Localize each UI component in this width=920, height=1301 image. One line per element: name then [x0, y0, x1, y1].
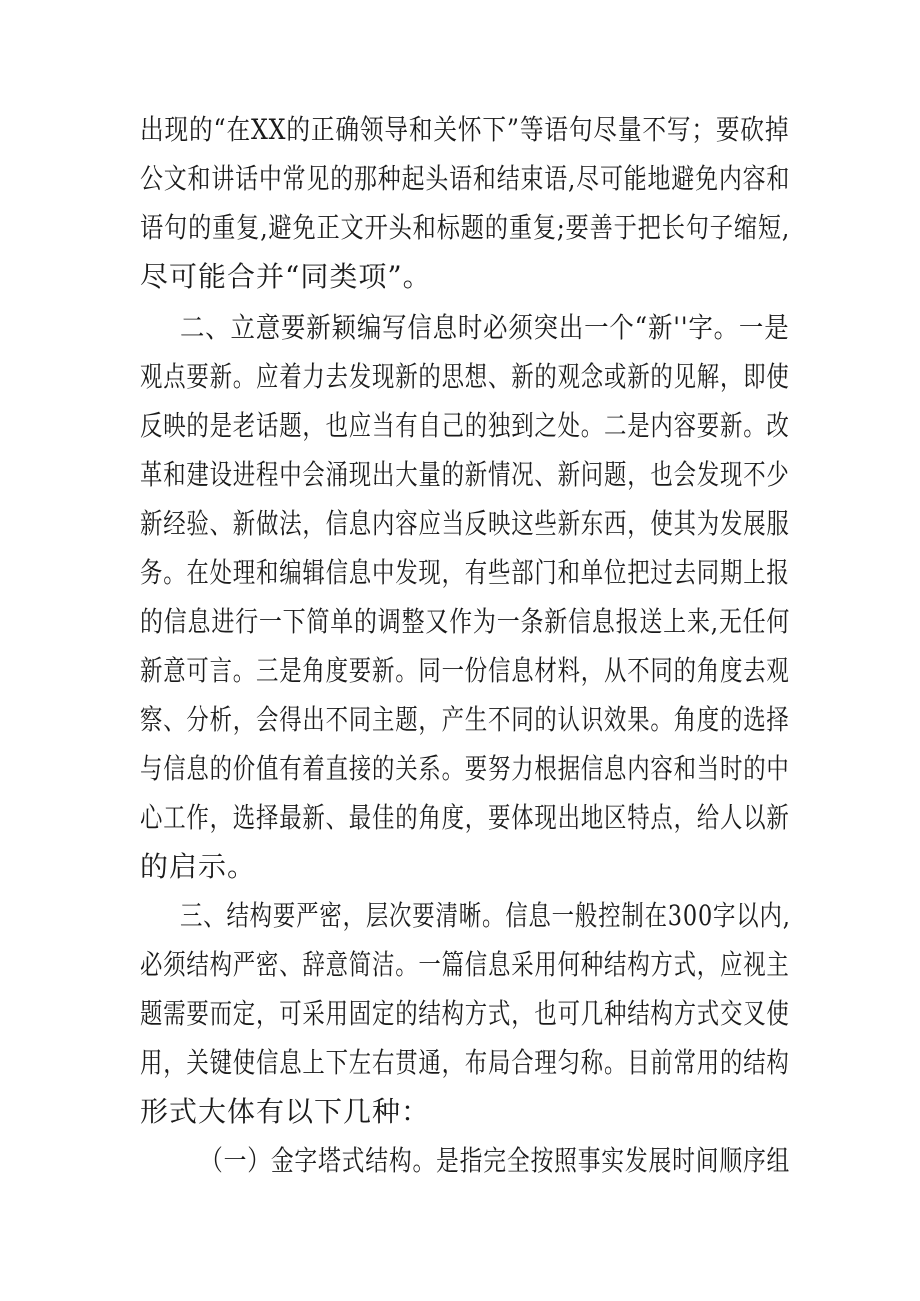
- text-line: 反映的是老话题，也应当有自己的独到之处。二是内容要新。改: [140, 409, 790, 442]
- text-line: 必须结构严密、辞意简洁。一篇信息采用何种结构方式，应视主: [140, 948, 790, 981]
- text-line: 用，关键使信息上下左右贯通，布局合理匀称。目前常用的结构: [140, 1046, 790, 1079]
- text-line: 新经验、新做法，信息内容应当反映这些新东西，使其为发展服: [140, 507, 790, 540]
- text-line: 心工作，选择最新、最佳的角度，要体现出地区特点，给人以新: [140, 801, 790, 834]
- text-line: 尽可能合并“同类项”。: [140, 260, 432, 293]
- text-line: 新意可言。三是角度要新。同一份信息材料，从不同的角度去观: [140, 654, 790, 687]
- text-line: 革和建设进程中会涌现出大量的新情况、新问题，也会发现不少: [140, 458, 790, 491]
- sub-heading-1: （一）金字塔式结构。是指完全按照事实发展时间顺序组: [200, 1144, 791, 1177]
- text-line: 的启示。: [140, 850, 257, 883]
- text-line: 观点要新。应着力去发现新的思想、新的观念或新的见解，即使: [140, 360, 790, 393]
- text-line: 语句的重复,避免正文开头和标题的重复;要善于把长句子缩短,: [140, 211, 791, 244]
- paragraph-heading-2: 二、立意要新颖编写信息时必须突出一个“新''字。一是: [180, 311, 790, 344]
- text-line: 出现的“在XX的正确领导和关怀下”等语句尽量不写；要砍掉: [140, 113, 790, 146]
- text-line: 形式大体有以下几种：: [140, 1095, 431, 1128]
- text-line: 务。在处理和编辑信息中发现，有些部门和单位把过去同期上报: [140, 556, 790, 589]
- text-line: 与信息的价值有着直接的关系。要努力根据信息内容和当时的中: [140, 752, 790, 785]
- text-line: 公文和讲话中常见的那种起头语和结束语,尽可能地避免内容和: [140, 162, 791, 195]
- text-line: 察、分析，会得出不同主题，产生不同的认识效果。角度的选择: [140, 703, 790, 736]
- text-line: 题需要而定，可采用固定的结构方式，也可几种结构方式交叉使: [140, 997, 790, 1030]
- paragraph-heading-3: 三、结构要严密，层次要清晰。信息一般控制在300字以内,: [180, 899, 791, 932]
- text-line: 的信息进行一下简单的调整又作为一条新信息报送上来,无任何: [140, 605, 791, 638]
